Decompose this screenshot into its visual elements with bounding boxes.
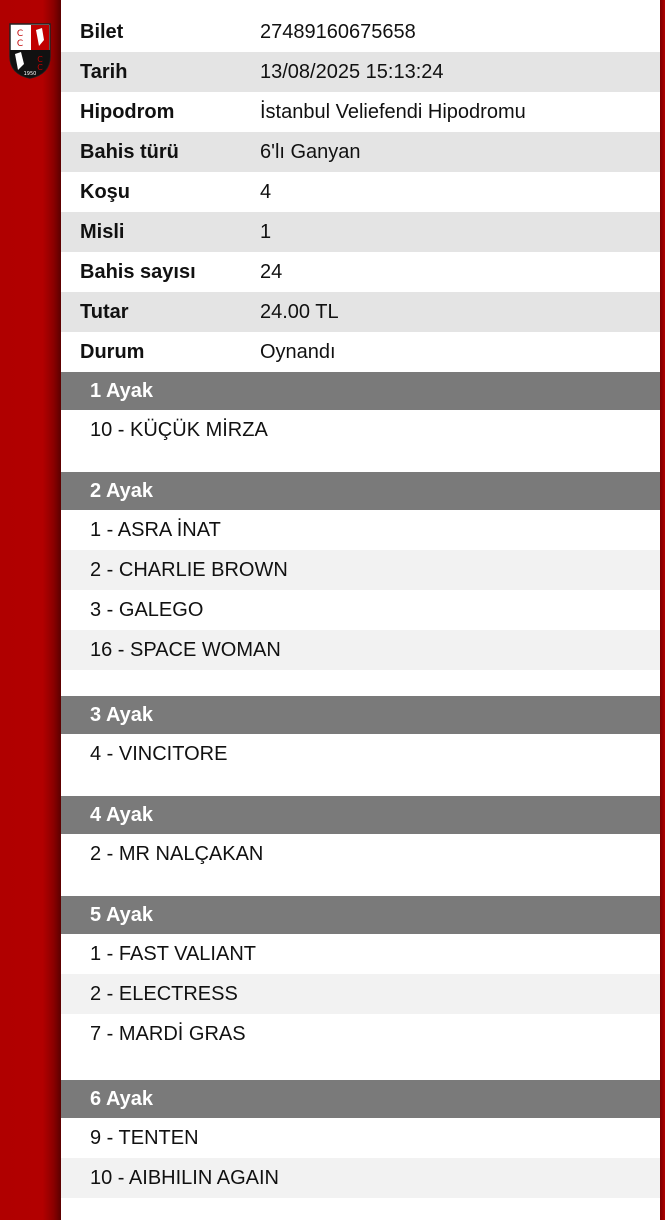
svg-text:C: C xyxy=(37,63,43,72)
leg-spacer xyxy=(61,1198,660,1224)
info-value: 4 xyxy=(260,180,272,203)
info-row xyxy=(61,52,660,92)
svg-text:C: C xyxy=(16,39,24,49)
info-value: 13/08/2025 15:13:24 xyxy=(260,60,444,83)
info-row xyxy=(61,172,660,212)
info-label: Misli xyxy=(80,220,125,243)
info-label: Koşu xyxy=(80,180,130,203)
info-label: Hipodrom xyxy=(80,100,175,123)
info-row xyxy=(61,132,660,172)
logo-year: 1950 xyxy=(23,71,37,77)
info-value: 27489160675658 xyxy=(260,20,416,43)
info-row xyxy=(61,332,660,372)
right-brand-bar xyxy=(660,0,665,1220)
left-brand-bar xyxy=(0,0,61,1220)
ticket-content xyxy=(61,12,660,1224)
leg-spacer xyxy=(61,670,660,696)
info-value: 6'lı Ganyan xyxy=(260,140,361,163)
info-value: İstanbul Veliefendi Hipodromu xyxy=(260,100,526,123)
ticket-info-table xyxy=(61,12,660,372)
horse-item: 3 - GALEGO xyxy=(90,598,204,621)
horse-item: 16 - SPACE WOMAN xyxy=(61,630,660,670)
info-row xyxy=(61,92,660,132)
horse-item: 10 - KÜÇÜK MİRZA xyxy=(90,418,268,441)
legs-list xyxy=(61,372,660,1224)
info-row xyxy=(61,12,660,52)
leg-header: 5 Ayak xyxy=(61,896,660,934)
horse-item: 2 - ELECTRESS xyxy=(61,974,660,1014)
info-label: Bahis türü xyxy=(80,140,179,163)
info-label: Bilet xyxy=(80,20,124,43)
info-value: Oynandı xyxy=(260,340,336,363)
info-label: Tutar xyxy=(80,300,129,323)
horse-item: 2 - CHARLIE BROWN xyxy=(61,550,660,590)
info-row xyxy=(61,212,660,252)
horse-item: 2 - MR NALÇAKAN xyxy=(90,842,264,865)
info-value: 24 xyxy=(260,260,283,283)
info-label: Durum xyxy=(80,340,145,363)
leg-spacer xyxy=(61,874,660,896)
info-label: Bahis sayısı xyxy=(80,260,196,283)
leg-spacer xyxy=(61,774,660,796)
leg-header: 3 Ayak xyxy=(61,696,660,734)
leg-spacer xyxy=(61,1054,660,1080)
leg-header: 1 Ayak xyxy=(61,372,660,410)
horse-item: 9 - TENTEN xyxy=(90,1126,199,1149)
info-row xyxy=(61,252,660,292)
horse-item: 1 - FAST VALIANT xyxy=(90,942,256,965)
info-value: 24.00 TL xyxy=(260,300,339,323)
horse-item: 7 - MARDİ GRAS xyxy=(90,1022,246,1045)
club-crest-icon[interactable] xyxy=(6,20,54,80)
horse-item: 10 - AIBHILIN AGAIN xyxy=(61,1158,660,1198)
svg-text:C: C xyxy=(16,29,24,39)
leg-spacer xyxy=(61,450,660,472)
leg-header: 6 Ayak xyxy=(61,1080,660,1118)
leg-header: 4 Ayak xyxy=(61,796,660,834)
svg-text:C: C xyxy=(37,55,43,64)
horse-item: 1 - ASRA İNAT xyxy=(90,518,221,541)
leg-header: 2 Ayak xyxy=(61,472,660,510)
info-row xyxy=(61,292,660,332)
info-label: Tarih xyxy=(80,60,128,83)
horse-item: 4 - VINCITORE xyxy=(90,742,228,765)
info-value: 1 xyxy=(260,220,272,243)
